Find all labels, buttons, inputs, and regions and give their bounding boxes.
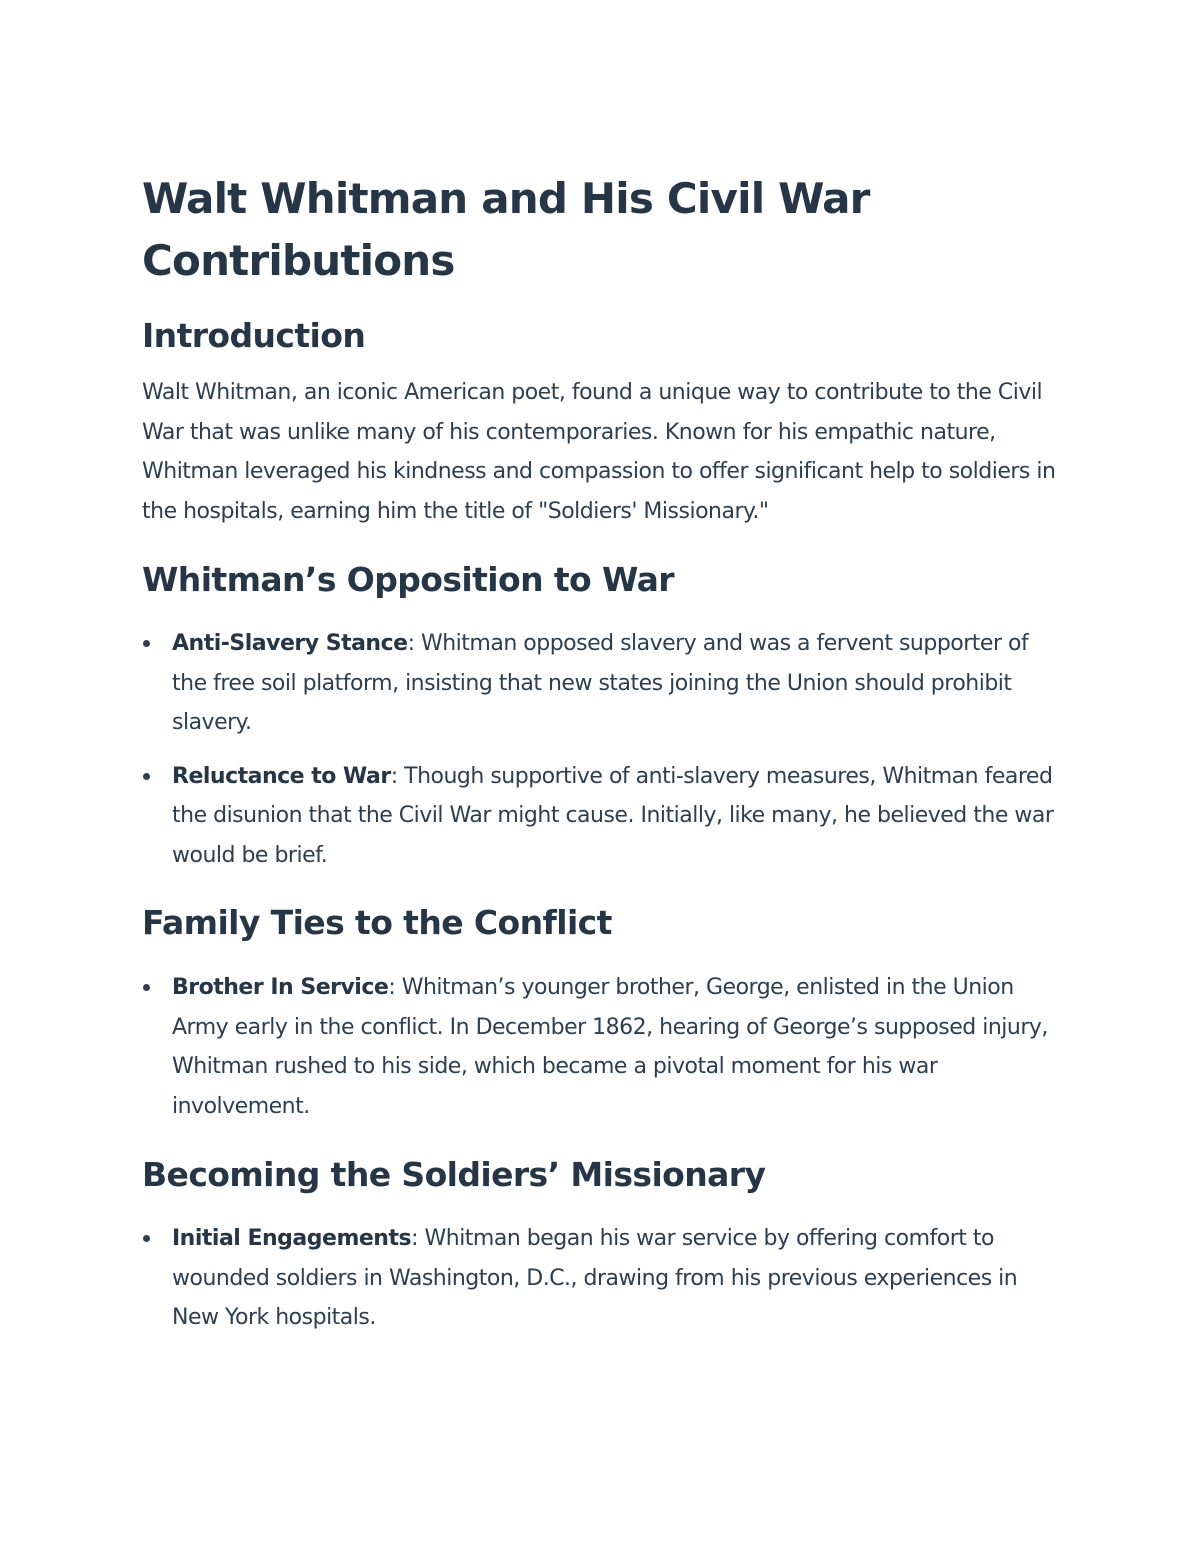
list-item-term: Reluctance to War [172, 763, 391, 789]
bullet-icon [143, 640, 150, 647]
list-item [142, 968, 1067, 1126]
list-item-text: Whitman’s younger brother, George, enlisted in the Union Army early in the conflict. In December 1862, hearing of George’s supposed injury, Whitman rushed to his side, which became a pivotal moment for his war involvement. [172, 975, 1048, 1119]
list-item [142, 1219, 1067, 1338]
term-separator: : [407, 631, 415, 656]
list-item-text: Though supportive of anti-slavery measures, Whitman feared the disunion that the Civil War might cause. Initially, like many, he believed the war would be brief. [172, 763, 1054, 868]
bullet-icon [143, 1235, 150, 1242]
term-separator: : [390, 763, 398, 789]
term-separator: : [411, 1226, 418, 1251]
section-heading-introduction: Introduction [142, 316, 366, 355]
bullet-icon [143, 773, 150, 780]
section-heading-family: Family Ties to the Conflict [142, 903, 612, 942]
document-page [142, 168, 1067, 1338]
document-title: Walt Whitman and His Civil War Contributions [142, 174, 870, 285]
list-item-term: Initial Engagements [172, 1226, 412, 1251]
family-list [142, 968, 1067, 1126]
list-item-text: Whitman began his war service by offering comfort to wounded soldiers in Washington, D.C., drawing from his previous experiences in New York hospitals. [172, 1226, 1018, 1330]
section-heading-opposition: Whitman’s Opposition to War [142, 560, 674, 599]
missionary-list [142, 1219, 1067, 1338]
list-item-term: Anti-Slavery Stance [172, 631, 408, 656]
list-item-term: Brother In Service [172, 975, 389, 1000]
list-item-text: Whitman opposed slavery and was a fervent supporter of the free soil platform, insisting that new states joining the Union should prohibit slavery. [172, 631, 1029, 735]
list-item [142, 757, 1067, 876]
opposition-list [142, 624, 1067, 875]
list-item [142, 624, 1067, 743]
term-separator: : [388, 975, 396, 1000]
bullet-icon [143, 984, 150, 991]
introduction-paragraph: Walt Whitman, an iconic American poet, found a unique way to contribute to the Civil War that was unlike many of his contemporaries. Known for his empathic nature, Whitman leveraged his kindness and compassion to offer significant help to soldiers in the hospitals, earning him the title of "Soldiers' Missionary." [142, 380, 1056, 524]
section-heading-missionary: Becoming the Soldiers’ Missionary [142, 1155, 766, 1194]
